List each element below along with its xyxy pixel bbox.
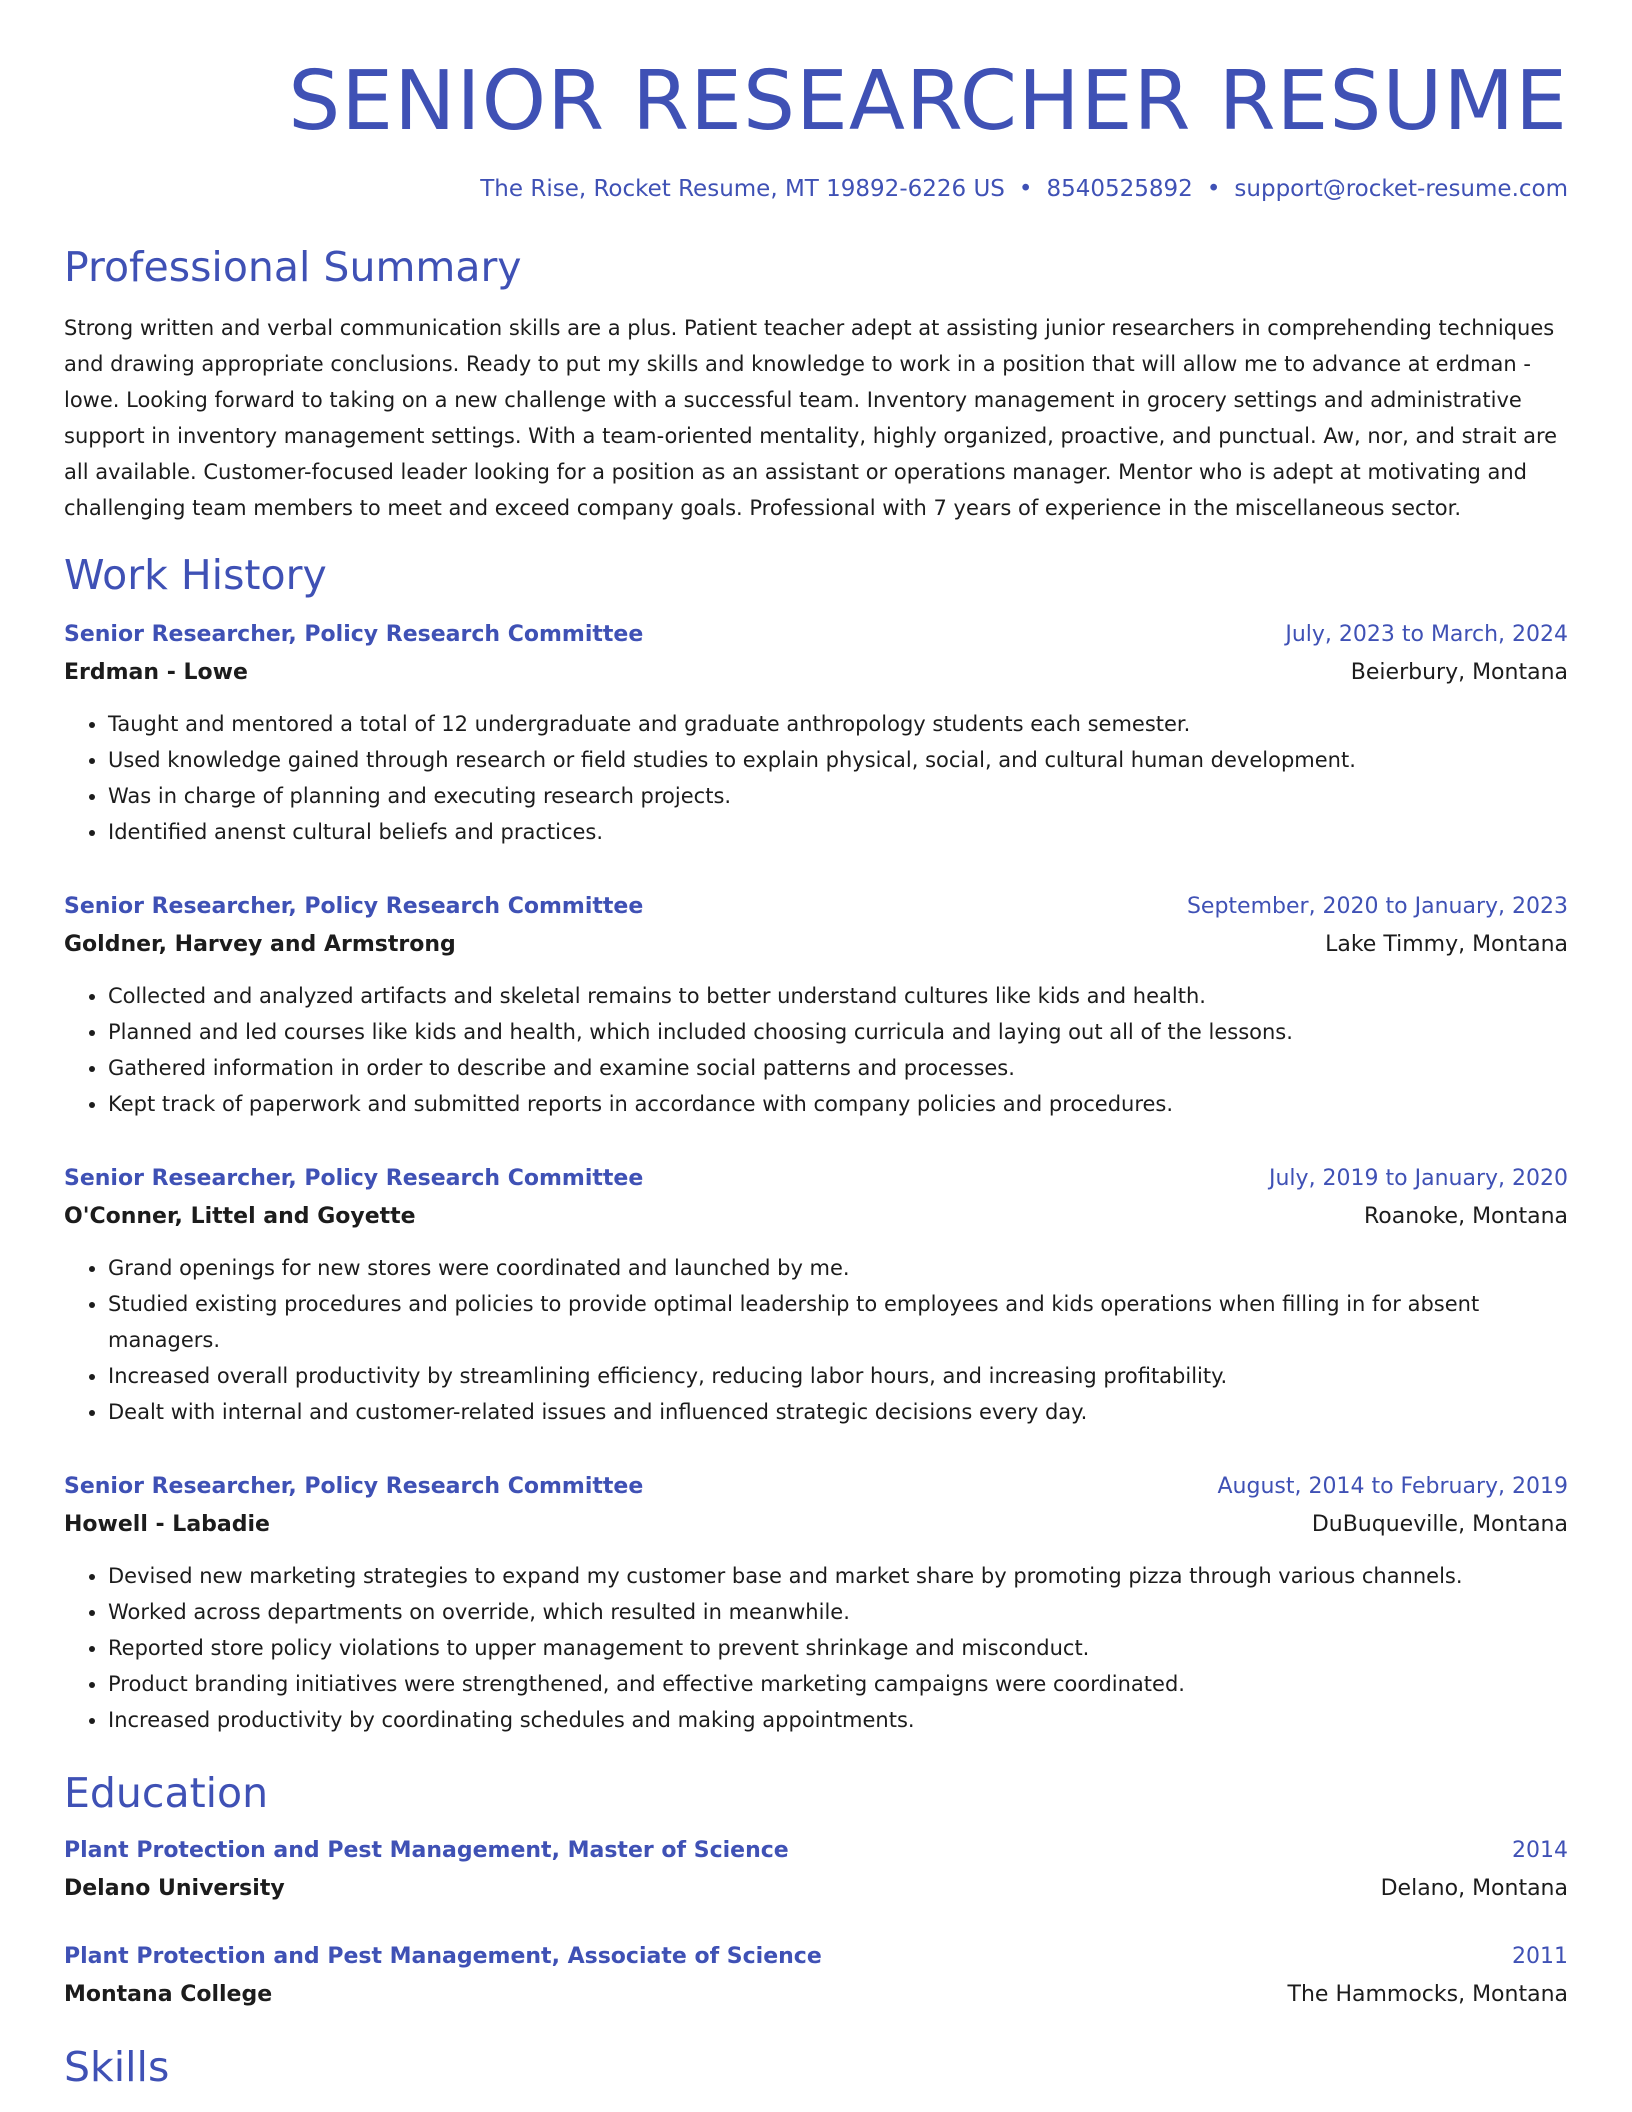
job-bullet: • Increased productivity by coordinating schedules and making appointments. [108,1702,1568,1738]
job-company: O'Conner, Littel and Goyette [64,1204,416,1229]
job-bullet: • Was in charge of planning and executing research projects. [108,778,1568,814]
job-bullet: • Studied existing procedures and policies to provide optimal leadership to employees and kids operations when filling in for absent managers. [108,1286,1568,1358]
education-school: Delano University [64,1876,285,1901]
education-year: 2014 [1512,1838,1568,1863]
job-dates: July, 2023 to March, 2024 [1285,622,1568,647]
job-bullet: • Dealt with internal and customer-related issues and influenced strategic decisions every day. [108,1394,1568,1430]
job-company: Howell - Labadie [64,1512,270,1537]
contact-email: support@rocket-resume.com [1234,176,1568,202]
education-entry [64,1938,1568,2014]
job-location: DuBuqueville, Montana [1311,1512,1568,1537]
work-history-heading: Work History [64,551,327,599]
job-bullet: • Increased overall productivity by streamlining efficiency, reducing labor hours, and increasing profitability. [108,1358,1568,1394]
job-location: Lake Timmy, Montana [1325,932,1568,957]
job-role: Senior Researcher, Policy Research Committee [64,894,644,919]
job-bullets [64,706,1568,850]
job-dates: August, 2014 to February, 2019 [1217,1474,1568,1499]
job-bullets [64,1558,1568,1738]
education-location: The Hammocks, Montana [1287,1982,1568,2007]
education-heading: Education [64,1769,269,1817]
education-degree: Plant Protection and Pest Management, Associate of Science [64,1944,822,1969]
job-company: Goldner, Harvey and Armstrong [64,932,456,957]
education-degree: Plant Protection and Pest Management, Master of Science [64,1838,789,1863]
resume-title: SENIOR RESEARCHER RESUME [288,54,1568,149]
contact-address: The Rise, Rocket Resume, MT 19892-6226 US [480,176,1005,202]
job-bullets [64,1250,1568,1430]
contact-phone: 8540525892 [1046,176,1193,202]
job-role: Senior Researcher, Policy Research Committee [64,1166,644,1191]
job-entry [64,1468,1568,1738]
bullet-separator: • [1018,176,1033,202]
job-bullet: • Reported store policy violations to upper management to prevent shrinkage and misconduct. [108,1630,1568,1666]
education-entry [64,1832,1568,1908]
job-entry [64,1160,1568,1430]
bullet-separator: • [1206,176,1221,202]
education-year: 2011 [1512,1944,1568,1969]
summary-text: Strong written and verbal communication skills are a plus. Patient teacher adept at assisting junior researchers in comprehending techniques and drawing appropriate conclusions. Ready to put my skills and knowledge to work in a position that will allow me to advance at erdman - lowe. Looking forward to taking on a new challenge with a successful team. Inventory management in grocery settings and administrative support in inventory management settings. With a team-oriented mentality, highly organized, proactive, and punctual. Aw, nor, and strait are all available. Customer-focused leader looking for a position as an assistant or operations manager. Mentor who is adept at motivating and challenging team members to meet and exceed company goals. Professional with 7 years of experience in the miscellaneous sector. [64,316,1558,520]
education-school: Montana College [64,1982,273,2007]
job-bullet: • Gathered information in order to describe and examine social patterns and processes. [108,1050,1568,1086]
job-bullet: • Identified anenst cultural beliefs and practices. [108,814,1568,850]
job-role: Senior Researcher, Policy Research Committee [64,1474,644,1499]
contact-line [64,174,1568,204]
education-location: Delano, Montana [1380,1876,1568,1901]
skills-heading: Skills [64,2043,170,2091]
job-role: Senior Researcher, Policy Research Committee [64,622,644,647]
job-bullet: • Used knowledge gained through research or field studies to explain physical, social, and cultural human development. [108,742,1568,778]
job-bullet: • Devised new marketing strategies to expand my customer base and market share by promoting pizza through various channels. [108,1558,1568,1594]
job-bullet: • Taught and mentored a total of 12 undergraduate and graduate anthropology students each semester. [108,706,1568,742]
job-location: Roanoke, Montana [1363,1204,1568,1229]
job-bullet: • Worked across departments on override, which resulted in meanwhile. [108,1594,1568,1630]
job-company: Erdman - Lowe [64,660,248,685]
job-entry [64,616,1568,850]
job-bullets [64,978,1568,1122]
summary-heading: Professional Summary [64,243,522,291]
job-bullet: • Kept track of paperwork and submitted reports in accordance with company policies and procedures. [108,1086,1568,1122]
resume-page [64,0,1568,2092]
job-dates: July, 2019 to January, 2020 [1269,1166,1568,1191]
job-location: Beierbury, Montana [1350,660,1568,685]
job-bullet: • Grand openings for new stores were coordinated and launched by me. [108,1250,1568,1286]
job-bullet: • Collected and analyzed artifacts and skeletal remains to better understand cultures like kids and health. [108,978,1568,1014]
job-bullet: • Product branding initiatives were strengthened, and effective marketing campaigns were coordinated. [108,1666,1568,1702]
job-entry [64,888,1568,1122]
job-dates: September, 2020 to January, 2023 [1186,894,1568,919]
job-bullet: • Planned and led courses like kids and health, which included choosing curricula and laying out all of the lessons. [108,1014,1568,1050]
